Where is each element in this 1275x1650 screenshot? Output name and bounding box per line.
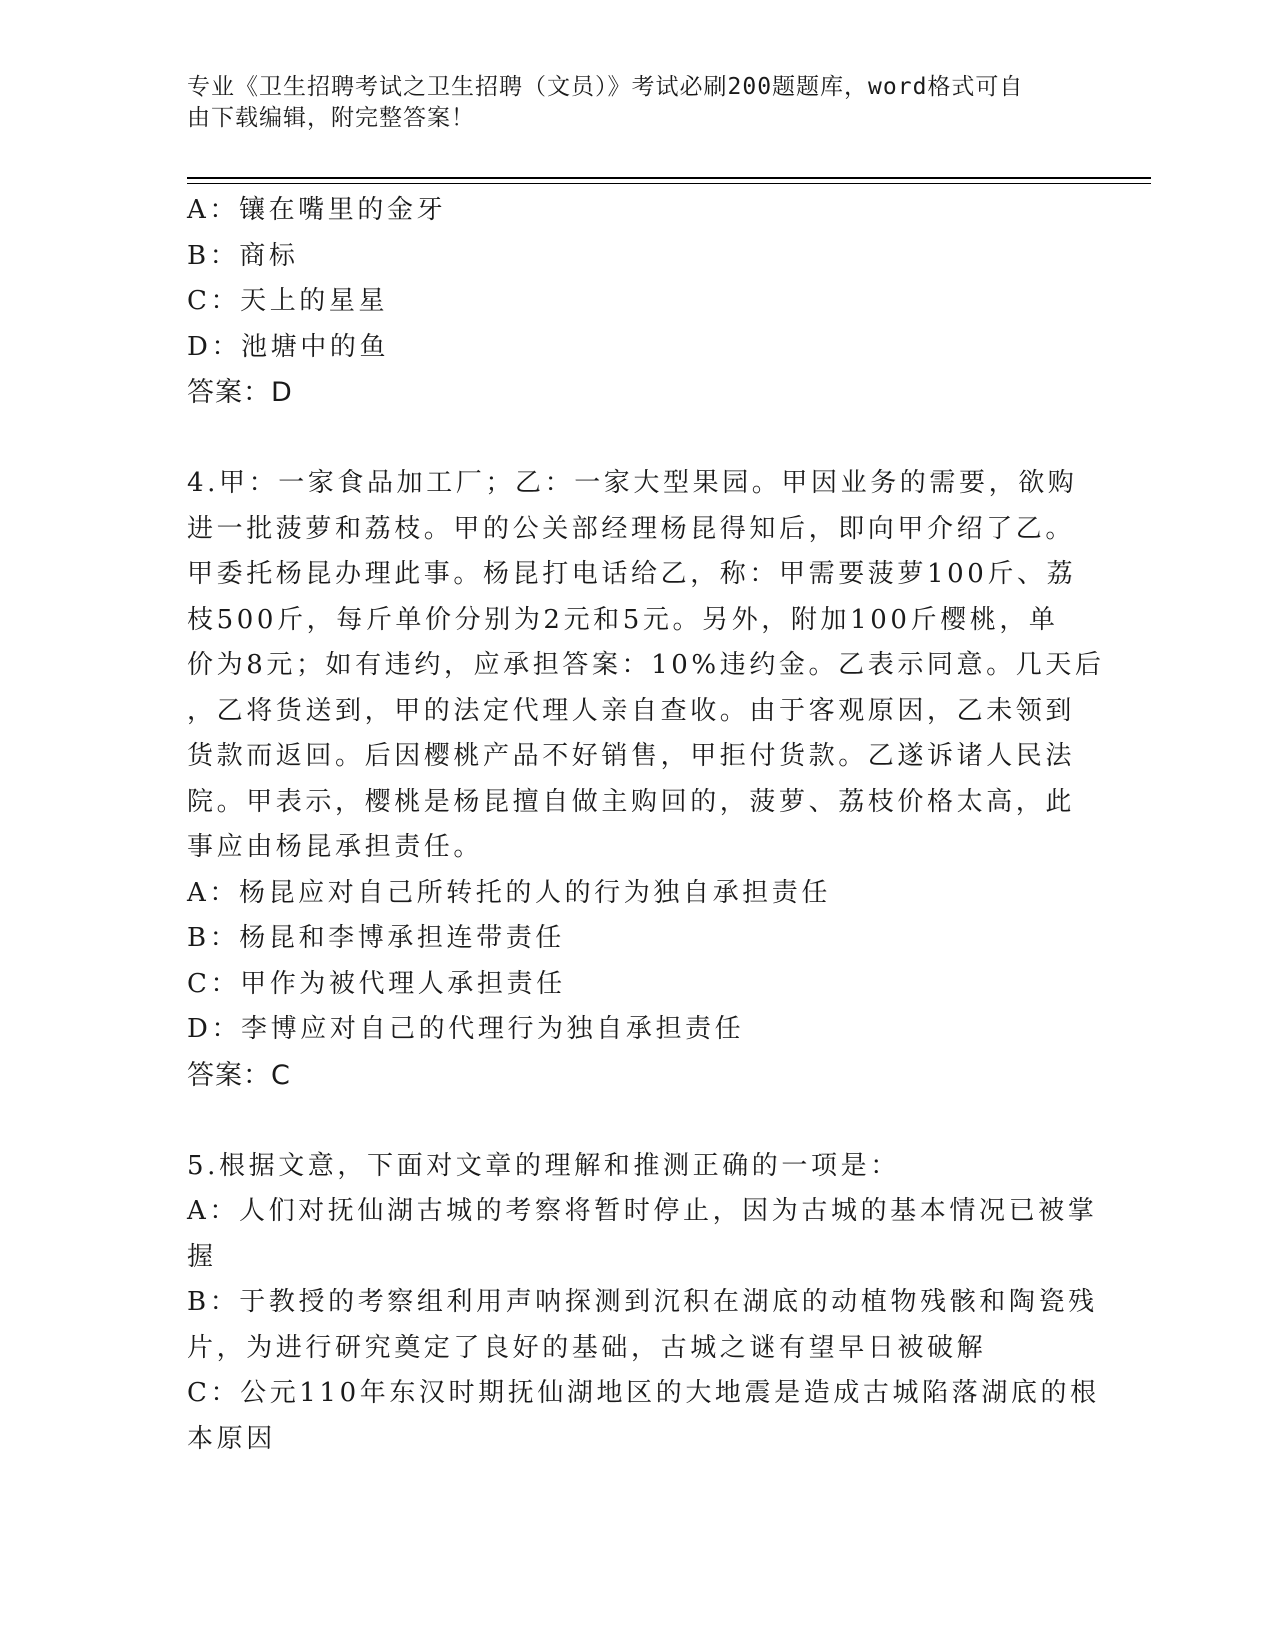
- document-header: [187, 72, 1067, 134]
- q4-option-d: D：李博应对自己的代理行为独自承担责任: [187, 1014, 745, 1044]
- q4-stem-line: 价为8元；如有违约，应承担答案：10%违约金。乙表示同意。几天后: [187, 650, 1105, 680]
- question-5: [187, 1144, 1100, 1463]
- q4-stem-line: 4.甲：一家食品加工厂；乙：一家大型果园。甲因业务的需要，欲购: [187, 468, 1078, 498]
- q3-option-b: B：商标: [187, 240, 299, 271]
- q4-stem-line: 院。甲表示，樱桃是杨昆擅自做主购回的，菠萝、荔枝价格太高，此: [187, 786, 1076, 817]
- q4-stem-line: 进一批菠萝和荔枝。甲的公关部经理杨昆得知后，即向甲介绍了乙。: [187, 513, 1076, 544]
- header-rule-thick: [187, 177, 1151, 179]
- header-rule-thin: [187, 183, 1151, 184]
- q5-option-a-line: A：人们对抚仙湖古城的考察将暂时停止，因为古城的基本情况已被掌: [187, 1196, 1098, 1226]
- header-line-1: 专业《卫生招聘考试之卫生招聘（文员）》考试必刷200题题库，word格式可自: [187, 74, 1024, 100]
- q4-option-a: A：杨昆应对自己所转托的人的行为独自承担责任: [187, 877, 831, 908]
- q4-stem-line: 枝500斤，每斤单价分别为2元和5元。另外，附加100斤樱桃，单: [187, 604, 1059, 635]
- spacer: [187, 1098, 1075, 1144]
- q5-option-a-line: 握: [187, 1241, 217, 1272]
- spacer: [187, 416, 1075, 462]
- q3-option-d: D：池塘中的鱼: [187, 331, 390, 362]
- q4-stem-line: 甲委托杨昆办理此事。杨昆打电话给乙，称：甲需要菠萝100斤、荔: [187, 559, 1077, 589]
- q4-option-c: C：甲作为被代理人承担责任: [187, 968, 566, 999]
- q5-stem: 5.根据文意，下面对文章的理解和推测正确的一项是：: [187, 1150, 900, 1181]
- q5-option-b-line: B：于教授的考察组利用声呐探测到沉积在湖底的动植物残骸和陶瓷残: [187, 1287, 1098, 1317]
- q4-stem-line: 事应由杨昆承担责任。: [187, 832, 484, 862]
- document-body: [187, 188, 1105, 1462]
- question-4: [187, 461, 1105, 1098]
- q3-answer: 答案：D: [187, 377, 293, 408]
- q4-option-b: B：杨昆和李博承担连带责任: [187, 923, 565, 953]
- header-line-2: 由下载编辑，附完整答案！: [187, 105, 475, 131]
- q4-answer: 答案：C: [187, 1059, 291, 1091]
- q4-stem-line: ，乙将货送到，甲的法定代理人亲自查收。由于客观原因，乙未领到: [187, 695, 1076, 726]
- q3-option-c: C：天上的星星: [187, 286, 389, 316]
- q5-option-c-line: 本原因: [187, 1423, 276, 1454]
- q5-option-c-line: C：公元110年东汉时期抚仙湖地区的大地震是造成古城陷落湖底的根: [187, 1378, 1100, 1408]
- question-3: [187, 188, 1075, 416]
- q5-option-b-line: 片，为进行研究奠定了良好的基础，古城之谜有望早日被破解: [187, 1332, 987, 1363]
- q4-stem-line: 货款而返回。后因樱桃产品不好销售，甲拒付货款。乙遂诉诸人民法: [187, 741, 1076, 771]
- q3-option-a: A：镶在嘴里的金牙: [187, 195, 447, 225]
